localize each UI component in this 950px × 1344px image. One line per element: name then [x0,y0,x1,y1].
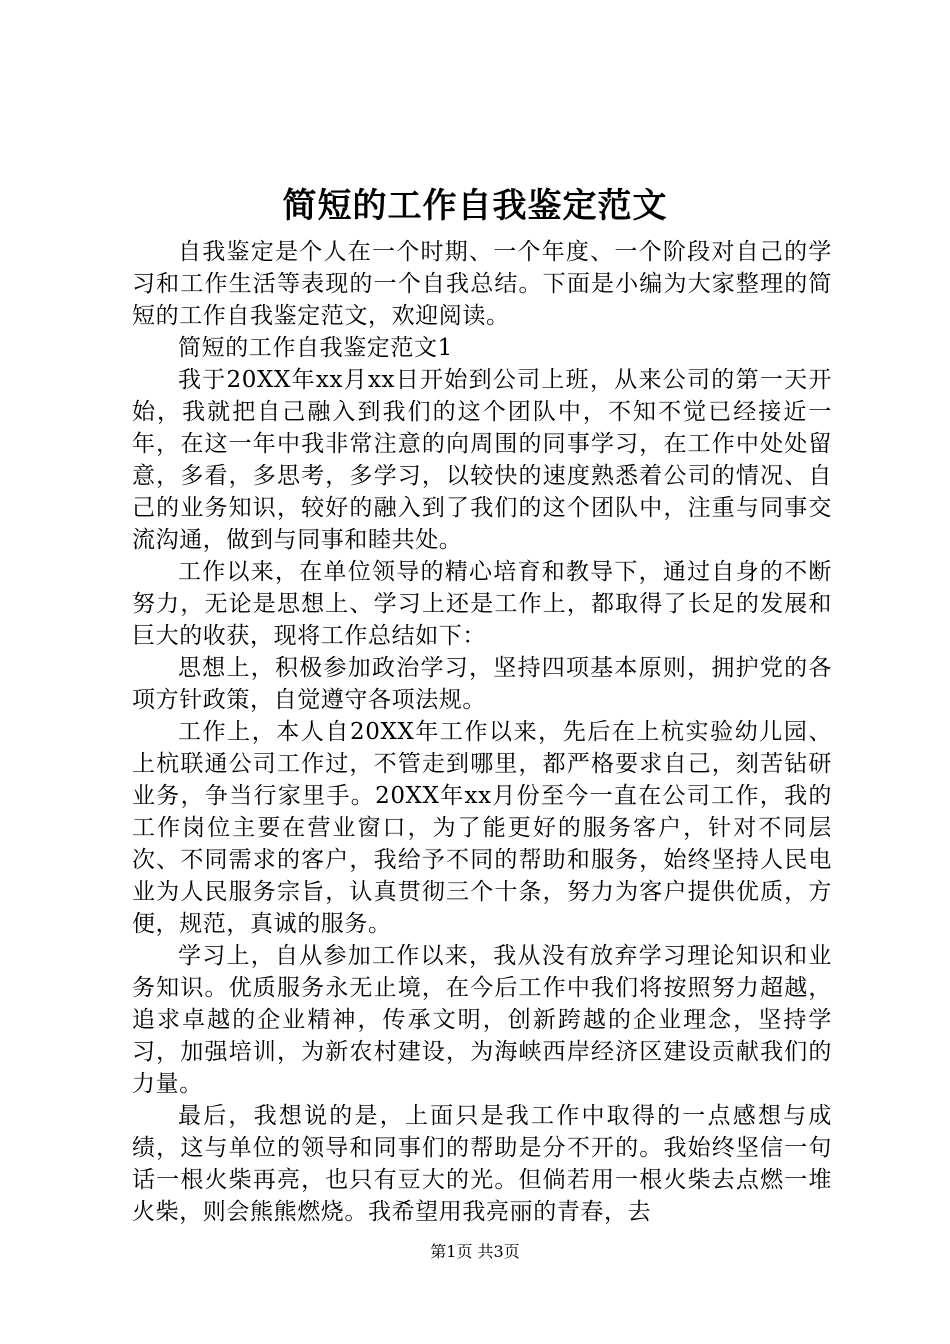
page-footer: 第1页 共3页 [430,1242,520,1261]
paragraph-intro: 自我鉴定是个人在一个时期、一个年度、一个阶段对自己的学习和工作生活等表现的一个自我总结。下面是小编为大家整理的简短的工作自我鉴定范文，欢迎阅读。 [132,239,832,329]
paragraph-work: 工作上，本人自20XX年工作以来，先后在上杭实验幼儿园、上杭联通公司工作过，不管走到哪里，都严格要求自己，刻苦钻研业务，争当行家里手。20XX年xx月份至今一直在公司工作，我的工作岗位主要在营业窗口，为了能更好的服务客户，针对不同层次、不同需求的客户，我给予不同的帮助和服务，始终坚持人民电业为人民服务宗旨，认真贯彻三个十条，努力为客户提供优质，方便，规范，真诚的服务。 [132,719,832,937]
paragraph-summary-intro: 工作以来，在单位领导的精心培育和教导下，通过自身的不断努力，无论是思想上、学习上还是工作上，都取得了长足的发展和巨大的收获，现将工作总结如下： [132,559,832,649]
document-title: 简短的工作自我鉴定范文 [282,186,668,226]
paragraph-thought: 思想上，积极参加政治学习，坚持四项基本原则，拥护党的各项方针政策，自觉遵守各项法规。 [132,655,832,713]
paragraph-closing: 最后，我想说的是，上面只是我工作中取得的一点感想与成绩，这与单位的领导和同事们的帮助是分不开的。我始终坚信一句话一根火柴再亮，也只有豆大的光。但倘若用一根火柴去点燃一堆火柴，则会熊熊燃烧。我希望用我亮丽的青春，去 [132,1103,832,1225]
paragraph-subheading: 简短的工作自我鉴定范文1 [178,335,453,361]
document-body [132,236,832,1228]
paragraph-study: 学习上，自从参加工作以来，我从没有放弃学习理论知识和业务知识。优质服务永无止境，在今后工作中我们将按照努力超越，追求卓越的企业精神，传承文明，创新跨越的企业理念，坚持学习，加强培训，为新农村建设，为海峡西岸经济区建设贡献我们的力量。 [132,943,832,1097]
paragraph-start-work: 我于20XX年xx月xx日开始到公司上班，从来公司的第一天开始，我就把自己融入到我们的这个团队中，不知不觉已经接近一年，在这一年中我非常注意的向周围的同事学习，在工作中处处留意，多看，多思考，多学习，以较快的速度熟悉着公司的情况、自己的业务知识，较好的融入到了我们的这个团队中，注重与同事交流沟通，做到与同事和睦共处。 [132,367,832,553]
